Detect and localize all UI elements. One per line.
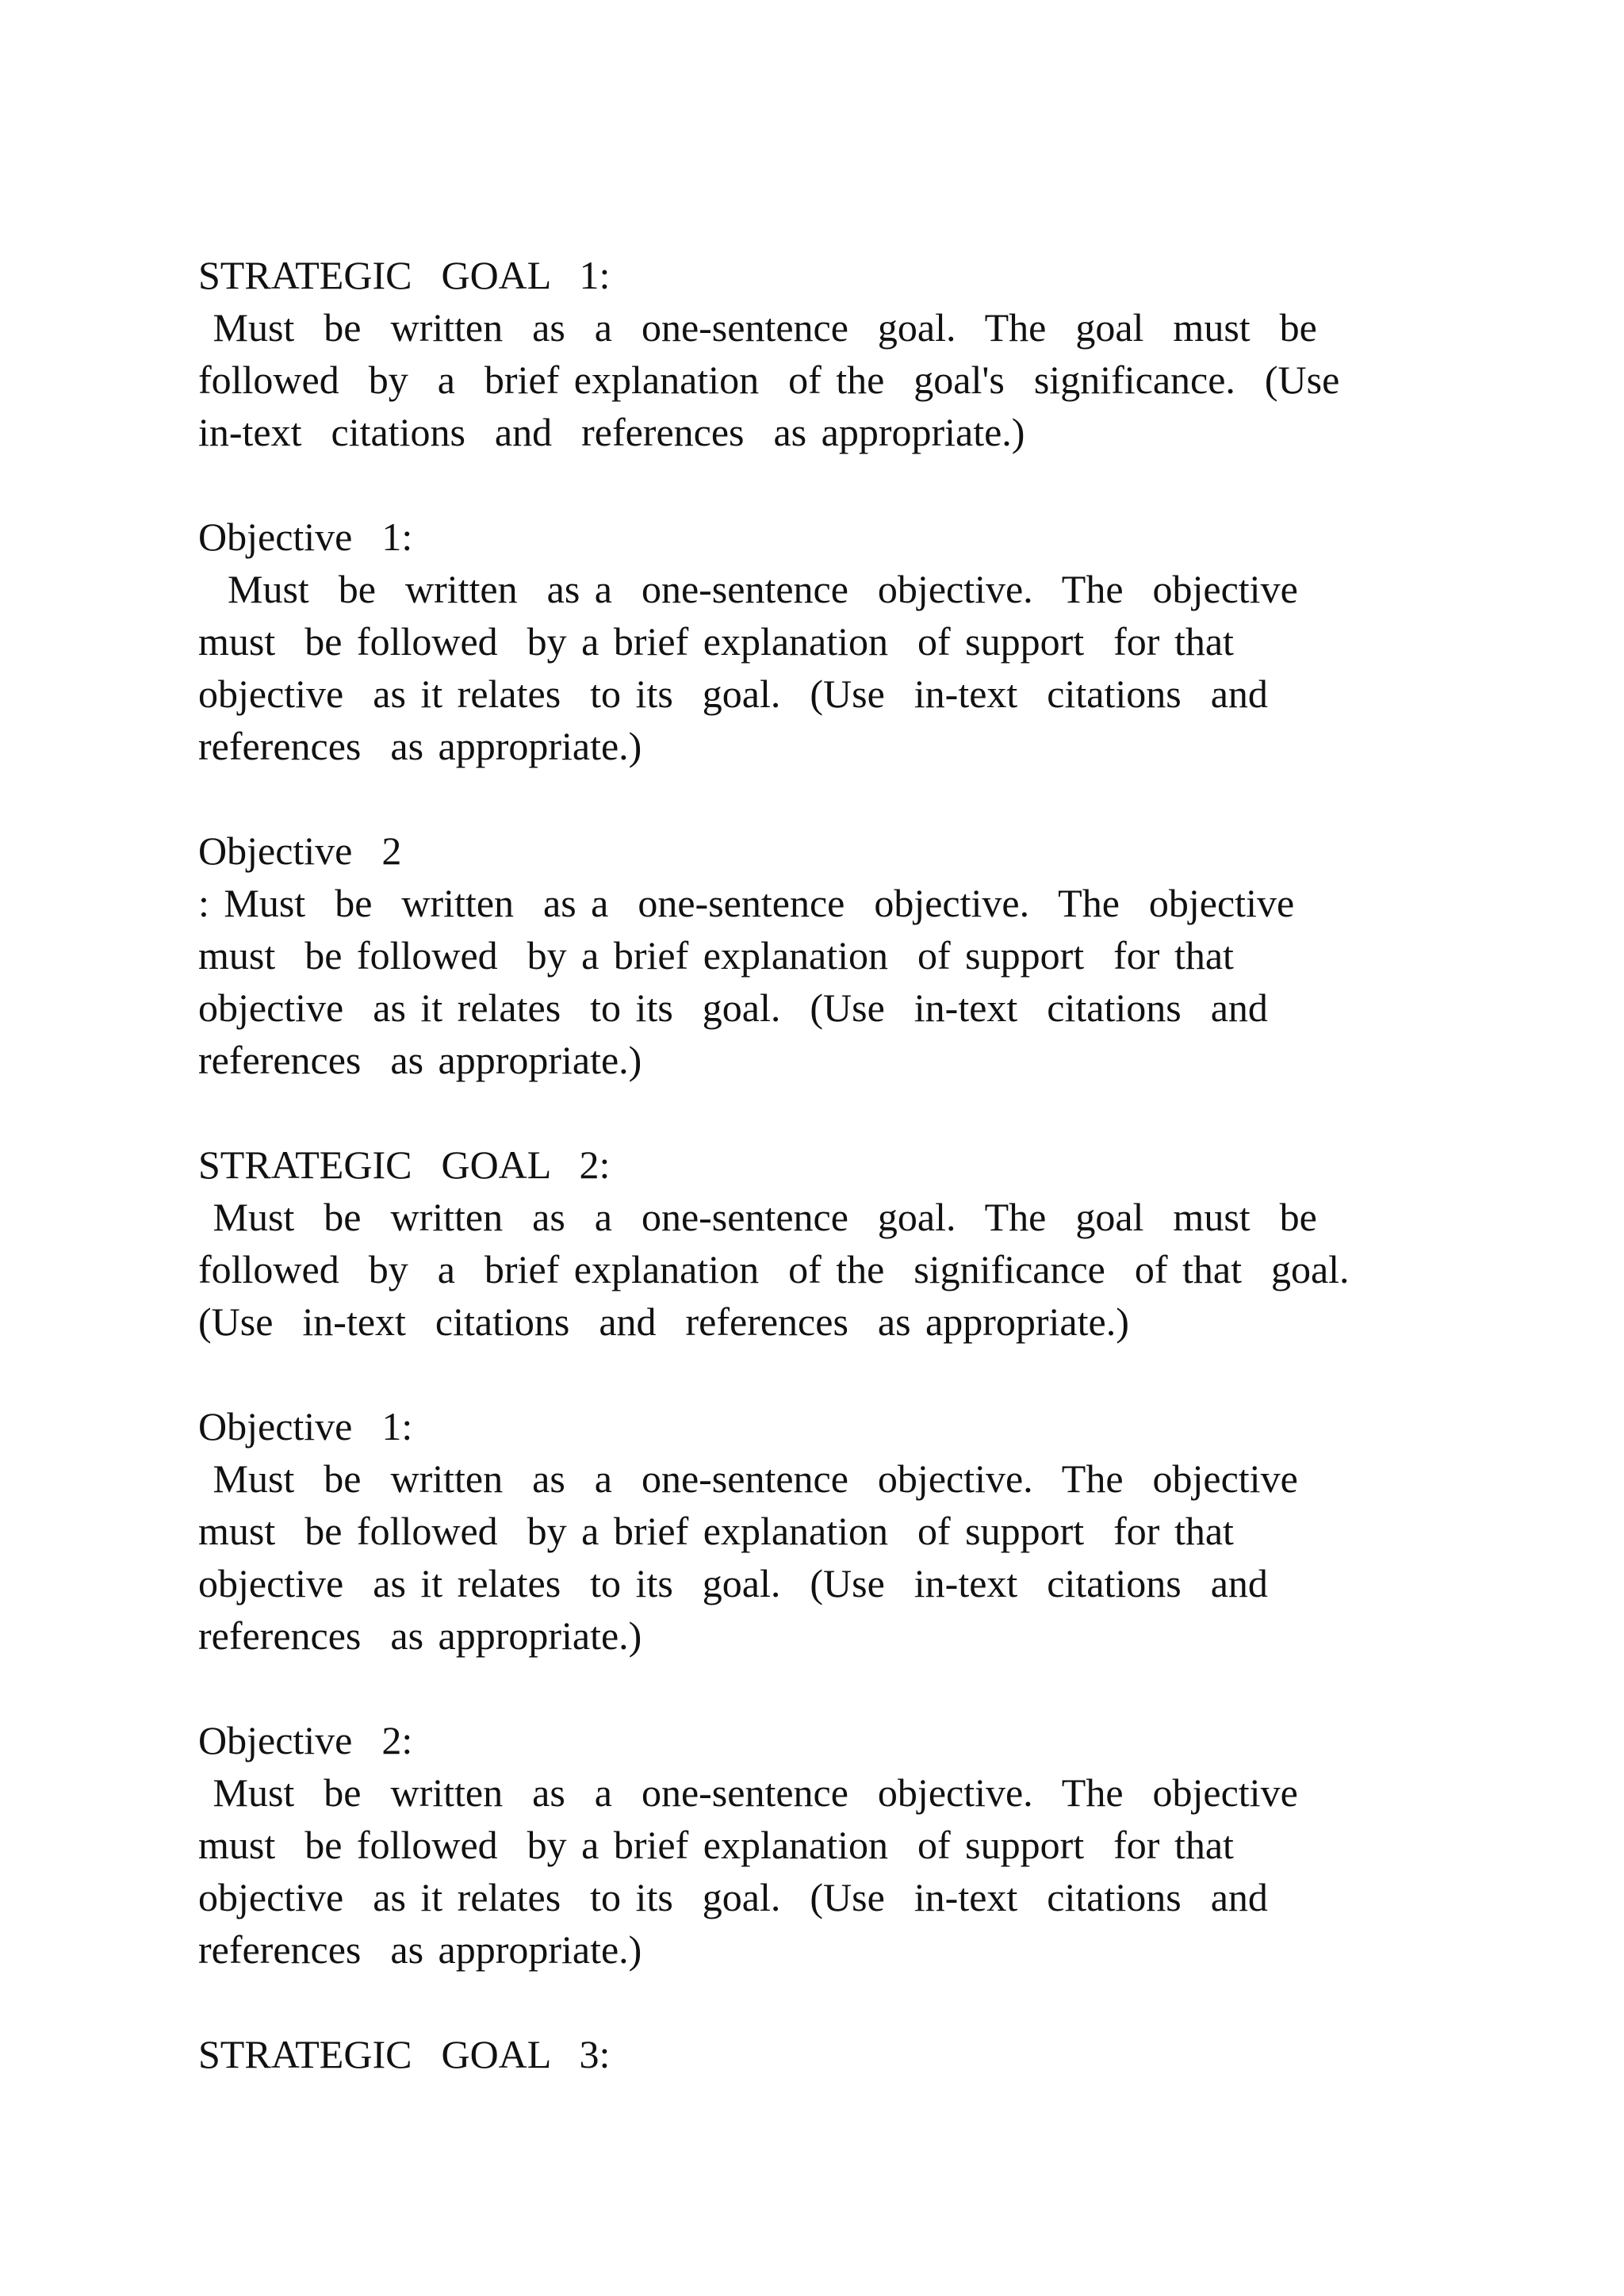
goal-text-line: Must be written as a one-sentence goal. The goal must be <box>198 305 1317 350</box>
goal-2-objective-1 <box>198 1400 1435 1662</box>
objective-text-line: : Must be written as a one-sentence objective. The objective <box>198 881 1295 925</box>
objective-text-line: must be followed by a brief explanation of support for that <box>198 1823 1234 1867</box>
goal-heading: STRATEGIC GOAL 2: <box>198 1142 611 1187</box>
objective-text-line: references as appropriate.) <box>198 1927 642 1972</box>
objective-text-line: Must be written as a one-sentence objective. The objective <box>198 1770 1298 1815</box>
objective-text-line: objective as it relates to its goal. (Use in-text citations and <box>198 672 1268 716</box>
goal-1-objective-1 <box>198 511 1435 772</box>
goal-text-line: in-text citations and references as appropriate.) <box>198 410 1025 454</box>
objective-text-line: objective as it relates to its goal. (Use in-text citations and <box>198 1561 1268 1605</box>
objective-heading: Objective 2 <box>198 828 402 873</box>
objective-text-line: references as appropriate.) <box>198 1613 642 1658</box>
strategic-goal-2 <box>198 1138 1435 1348</box>
objective-heading: Objective 1: <box>198 515 413 559</box>
goal-2-objective-2 <box>198 1714 1435 1976</box>
document-page <box>198 249 1435 2133</box>
objective-heading: Objective 2: <box>198 1718 413 1762</box>
objective-heading: Objective 1: <box>198 1404 413 1448</box>
goal-text-line: followed by a brief explanation of the goal's significance. (Use <box>198 358 1340 402</box>
goal-text-line: (Use in-text citations and references as appropriate.) <box>198 1299 1129 1344</box>
goal-text-line: followed by a brief explanation of the significance of that goal. <box>198 1247 1350 1292</box>
objective-text-line: must be followed by a brief explanation of support for that <box>198 933 1234 978</box>
objective-text-line: Must be written as a one-sentence objective. The objective <box>198 1456 1298 1501</box>
objective-text-line: objective as it relates to its goal. (Use in-text citations and <box>198 1875 1268 1919</box>
objective-text-line: references as appropriate.) <box>198 1038 642 1082</box>
goal-heading: STRATEGIC GOAL 1: <box>198 253 611 297</box>
objective-text-line: must be followed by a brief explanation of support for that <box>198 619 1234 664</box>
objective-text-line: must be followed by a brief explanation of support for that <box>198 1509 1234 1553</box>
objective-text-line: objective as it relates to its goal. (Use in-text citations and <box>198 985 1268 1030</box>
goal-heading: STRATEGIC GOAL 3: <box>198 2032 611 2076</box>
strategic-goal-1 <box>198 249 1435 458</box>
goal-text-line: Must be written as a one-sentence goal. The goal must be <box>198 1195 1317 1239</box>
goal-1-objective-2 <box>198 825 1435 1086</box>
objective-text-line: Must be written as a one-sentence objective. The objective <box>198 567 1298 611</box>
objective-text-line: references as appropriate.) <box>198 724 642 768</box>
strategic-goal-3 <box>198 2028 1435 2080</box>
